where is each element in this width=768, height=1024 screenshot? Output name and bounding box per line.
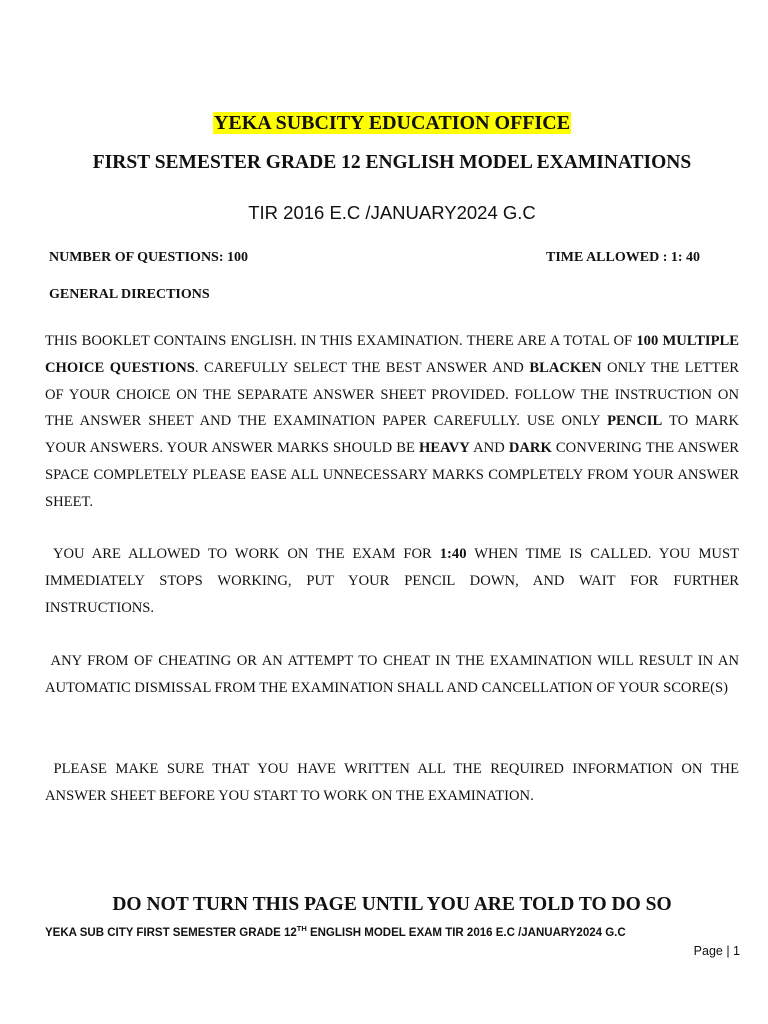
p1-text-1: THIS BOOKLET CONTAINS ENGLISH. IN THIS EXAMINATION. THERE ARE A TOTAL OF xyxy=(45,333,637,349)
p2-bold-time: 1:40 xyxy=(439,546,467,562)
directions-paragraph-1 xyxy=(45,328,739,516)
p2-text-1: YOU ARE ALLOWED TO WORK ON THE EXAM FOR xyxy=(52,546,440,562)
page-footer xyxy=(45,925,626,941)
p4-text: PLEASE MAKE SURE THAT YOU HAVE WRITTEN ALL THE REQUIRED INFORMATION ON THE ANSWER SHEET BEFORE YOU START TO WORK ON THE EXAMINATION. xyxy=(45,761,740,804)
footer-text-after: ENGLISH MODEL EXAM TIR 2016 E.C /JANUARY2024 G.C xyxy=(306,927,626,939)
do-not-turn-warning: DO NOT TURN THIS PAGE UNTIL YOU ARE TOLD TO DO SO xyxy=(112,894,672,915)
p1-bold-blacken: BLACKEN xyxy=(529,359,602,376)
exam-date: TIR 2016 E.C /JANUARY2024 G.C xyxy=(248,202,536,223)
directions-paragraph-2 xyxy=(45,541,739,621)
office-title xyxy=(0,111,768,135)
p1-text-5: AND xyxy=(469,440,509,457)
p1-bold-questions: 100 MULTIPLE CHOICE QUESTIONS xyxy=(45,333,739,376)
office-title-highlight: YEKA SUBCITY EDUCATION OFFICE xyxy=(213,112,571,134)
number-of-questions: NUMBER OF QUESTIONS: 100 xyxy=(49,250,249,265)
directions-paragraph-4 xyxy=(45,756,739,810)
p1-text-4: TO MARK YOUR ANSWERS. YOUR ANSWER MARKS SHOULD BE xyxy=(45,413,739,457)
time-allowed: TIME ALLOWED : 1: 40 xyxy=(546,250,701,265)
p1-text-3: ONLY THE LETTER OF YOUR CHOICE ON THE SEPARATE ANSWER SHEET PROVIDED. FOLLOW THE INSTRUCTION ON THE ANSWER SHEET AND THE EXAMINATION PAPER CAREFULLY. USE ONLY xyxy=(45,359,739,430)
p1-bold-heavy: HEAVY xyxy=(419,440,470,457)
exam-title: FIRST SEMESTER GRADE 12 ENGLISH MODEL EXAMINATIONS xyxy=(92,152,692,173)
p2-text-2: WHEN TIME IS CALLED. YOU MUST IMMEDIATELY STOPS WORKING, PUT YOUR PENCIL DOWN, AND WAIT FOR FURTHER INSTRUCTIONS. xyxy=(45,546,739,616)
p3-text: ANY FROM OF CHEATING OR AN ATTEMPT TO CHEAT IN THE EXAMINATION WILL RESULT IN AN AUTOMATIC DISMISSAL FROM THE EXAMINATION SHALL AND CANCELLATION OF YOUR SCORE(S) xyxy=(45,653,739,696)
p1-text-6: CONVERING THE ANSWER SPACE COMPLETELY PLEASE EASE ALL UNNECESSARY MARKS COMPLETELY FROM YOUR ANSWER SHEET. xyxy=(45,440,739,510)
footer-superscript: TH xyxy=(296,924,307,934)
p1-bold-dark: DARK xyxy=(508,440,552,457)
footer-text-before: YEKA SUB CITY FIRST SEMESTER GRADE 12 xyxy=(45,927,297,939)
general-directions-heading: GENERAL DIRECTIONS xyxy=(49,287,210,302)
p1-bold-pencil: PENCIL xyxy=(607,413,663,430)
directions-paragraph-3 xyxy=(45,648,739,702)
page-number: Page | 1 xyxy=(693,944,740,958)
p1-text-2: . CAREFULLY SELECT THE BEST ANSWER AND xyxy=(194,359,530,376)
